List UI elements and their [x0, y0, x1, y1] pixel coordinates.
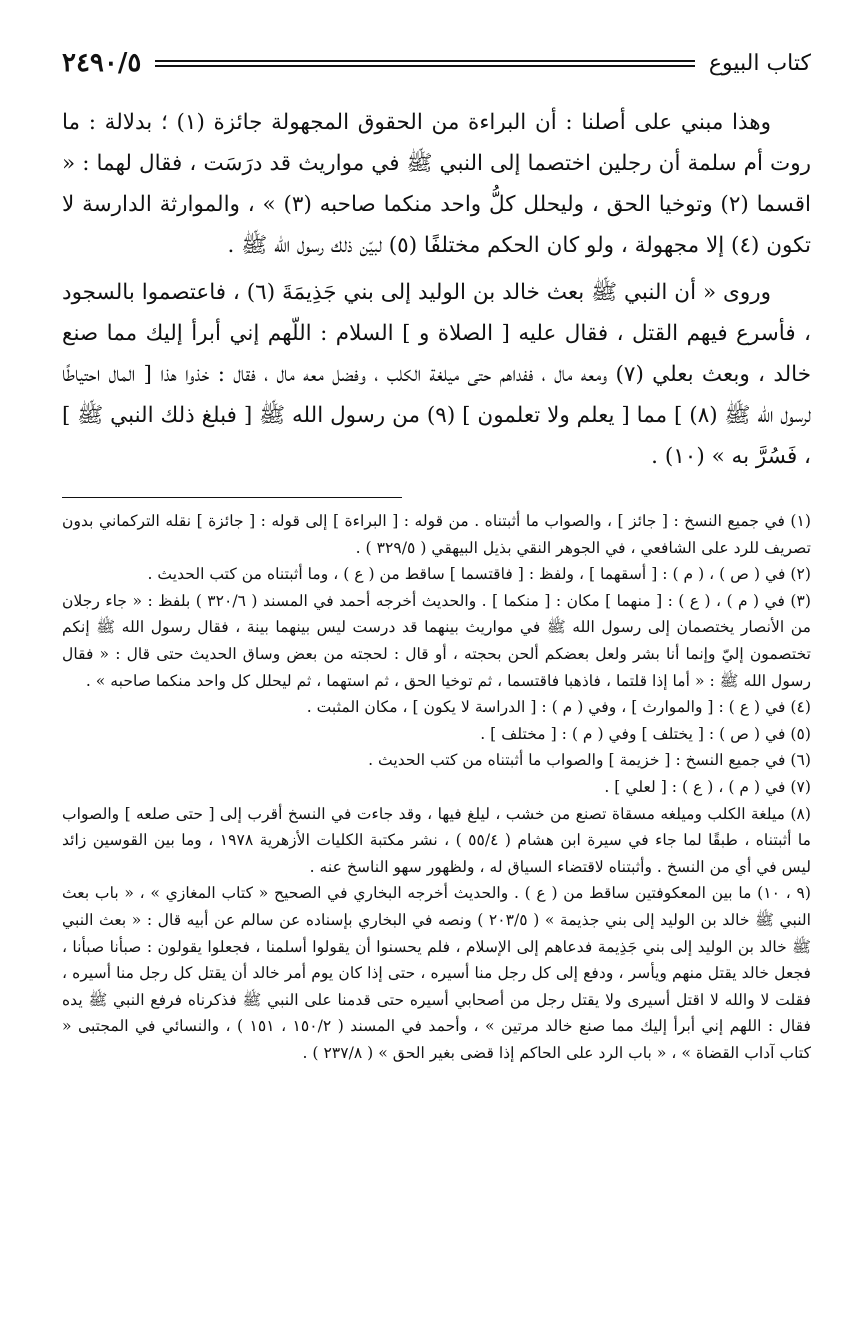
- footnote: (٣) في ( م ) ، ( ع ) : [ منهما ] مكان : [ منكما ] . والحديث أخرجه أحمد في المسند ( ٣٢٠/٦ ) بلفظ : « جاء رجلان من الأنصار يختصمان إلى رسول الله ﷺ في مواريث بينهما قد درست ليس بينهما بينة ، فقال رسول الله ﷺ إنكم تختصمون إليّ وإنما أنا بشر ولعل بعضكم ألحن بحجته ، أو قال : لحجته من بعض وساق الحديث حتى قال : « فقال رسول الله ﷺ : « أما إذا قلتما ، فاذهبا فاقتسما ، ثم توخيا الحق ، ثم استهما ، ثم ليحلل كل واحد منكما صاحبه » .: [62, 591, 811, 690]
- book-title: كتاب البيوع: [708, 50, 811, 76]
- page-header: [62, 46, 811, 80]
- footnotes: [62, 508, 811, 1066]
- footnote: (٦) في جميع النسخ : [ خزيمة ] والصواب ما أثبتناه من كتب الحديث .: [368, 751, 811, 770]
- body-paragraph: وروى « أن النبي ﷺ بعث خالد بن الوليد إلى بني جَذِيمَةَ (٦) ، فاعتصموا بالسجود ، فأسرع فيهم القتل ، فقال عليه [ الصلاة و ] السلام : اللّهم إني أبرأ إليك مما صنع خالد ، وبعث بعلي (٧) ومعه مال ، ففداهم حتى ميلغة الكلب ، وفضل معه مال ، فقال : خذوا هذا [ المال احتياطًا لرسول الله ﷺ (٨) ] مما [ يعلم ولا تعلمون ] (٩) من رسول الله ﷺ [ فبلغ ذلك النبي ﷺ ] ، فَسُرَّ به » (١٠) .: [62, 280, 812, 469]
- footnote: (١) في جميع النسخ : [ جائز ] ، والصواب ما أثبتناه . من قوله : [ البراءة ] إلى قوله : [ جائزة ] نقله التركماني بدون تصريف للرد على الشافعي ، في الجوهر النقي بذيل البيهقي ( ٣٢٩/٥ ) .: [62, 512, 811, 557]
- footnote: (٩ ، ١٠) ما بين المعكوفتين ساقط من ( ع ) . والحديث أخرجه البخاري في الصحيح « كتاب المغازي » ، « باب بعث النبي ﷺ خالد بن الوليد إلى بني جذيمة » ( ٢٠٣/٥ ) ونصه في البخاري بإسناده عن سالم عن أبيه قال : « بعث النبي ﷺ خالد بن الوليد إلى بني جَذِيمة فدعاهم إلى الإسلام ، فلم يحسنوا أن يقولوا أسلمنا ، فجعلوا يقولون : صبأنا صبأنا ، فجعل خالد يقتل منهم ويأسر ، ودفع إلى كل رجل منا أسيره ، حتى إذا كان يوم أمر خالد أن يقتل كل رجل منا أسيره ، فقلت لا والله لا اقتل أسيرى ولا يقتل رجل من أصحابي أسيره حتى قدمنا على النبي ﷺ فذكرناه فرفع النبي ﷺ يده فقال : اللهم إني أبرأ إليك مما صنع خالد مرتين » ، وأحمد في المسند ( ١٥٠/٢ ، ١٥١ ) ، والنسائي في المجتبى « كتاب آداب القضاة » ، « باب الرد على الحاكم إذا قضى بغير الحق » ( ٢٣٧/٨ ) .: [62, 884, 811, 1062]
- footnote: (٢) في ( ص ) ، ( م ) : [ أسقهما ] ، ولفظ : [ فاقتسما ] ساقط من ( ع ) ، وما أثبتناه من كتب الحديث .: [147, 565, 811, 584]
- body-paragraph: وهذا مبني على أصلنا : أن البراءة من الحقوق المجهولة جائزة (١) ؛ بدلالة : ما روت أم سلمة أن رجلين اختصما إلى النبي ﷺ في مواريث قد درَسَت ، فقال لهما : « اقسما (٢) وتوخيا الحق ، وليحلل كلُّ واحد منكما صاحبه (٣) » ، والموارثة الدارسة لا تكون (٤) إلا مجهولة ، ولو كان الحكم مختلفًا (٥) لبيّن ذلك رسول الله ﷺ .: [62, 110, 811, 258]
- footnote-separator: [62, 497, 402, 498]
- footnote: (٨) ميلغة الكلب وميلغه مسقاة تصنع من خشب ، ليلغ فيها ، وقد جاءت في النسخ أقرب إلى [ حتى صلعه ] والصواب ما أثبتناه ، طبقًا لما جاء في سيرة ابن هشام ( ٥٥/٤ ) ، نشر مكتبة الكليات الأزهرية ١٩٧٨ ، وما بين القوسين زائد ليس في أي من النسخ . وأثبتناه لاقتضاء السياق له ، ولظهور سهو الناسخ عنه .: [62, 804, 811, 876]
- main-text: [62, 102, 811, 483]
- footnote: (٧) في ( م ) ، ( ع ) : [ لعلي ] .: [604, 777, 811, 796]
- page-number: ٢٤٩٠/٥: [62, 48, 142, 78]
- header-rule: [155, 60, 695, 67]
- footnote: (٤) في ( ع ) : [ والموارث ] ، وفي ( م ) : [ الدراسة لا يكون ] ، مكان المثبت .: [306, 698, 811, 717]
- footnote: (٥) في ( ص ) : [ يختلف ] وفي ( م ) : [ مختلف ] .: [480, 724, 811, 743]
